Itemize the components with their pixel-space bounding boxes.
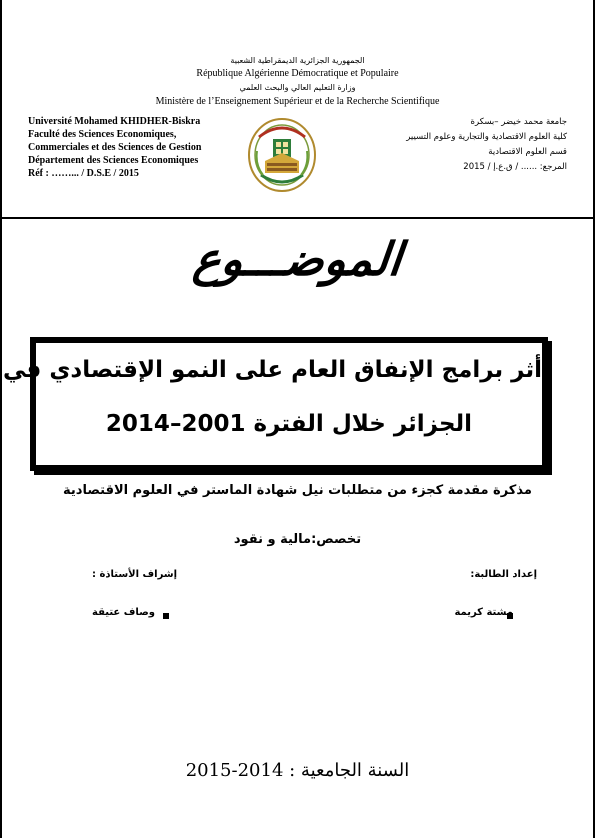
supervisor-label: إشراف الأستاذة : bbox=[92, 569, 178, 580]
thesis-title-line-1: أثر برامج الإنفاق العام على النمو الإقتصادي في bbox=[2, 357, 542, 383]
supervisor-name: وصاف عتيقة bbox=[92, 607, 155, 618]
fr-faculty-2: Commerciales et des Sciences de Gestion bbox=[28, 142, 202, 153]
student-label: إعداد الطالبة: bbox=[470, 569, 537, 580]
fr-ministry: Ministère de l’Enseignement Supérieur et de la Recherche Scientifique bbox=[155, 96, 440, 107]
ar-faculty: كلية العلوم الاقتصادية والتجارية وعلوم التسيير bbox=[406, 132, 567, 142]
header-divider bbox=[0, 217, 595, 219]
fr-university: Université Mohamed KHIDHER-Biskra bbox=[28, 116, 201, 127]
student-name: مشتة كريمة bbox=[454, 607, 513, 618]
ar-university: جامعة محمد خيضر –بسكرة bbox=[470, 117, 567, 127]
academic-year: السنة الجامعية : 2014-2015 bbox=[185, 760, 410, 781]
supervisor-bullet-icon bbox=[163, 613, 169, 619]
thesis-title-box bbox=[2, 337, 548, 471]
ar-reference: المرجع: ...... / ق.ع.إ / 2015 bbox=[463, 162, 567, 172]
university-seal-icon bbox=[247, 117, 317, 195]
fr-department: Département des Sciences Economiques bbox=[28, 155, 199, 166]
memo-description: مذكرة مقدمة كجزء من متطلبات نيل شهادة الماستر في العلوم الاقتصادية bbox=[63, 483, 532, 498]
fr-faculty-1: Faculté des Sciences Economiques, bbox=[28, 129, 177, 140]
thesis-title-line-2: الجزائر خلال الفترة 2001–2014 bbox=[105, 411, 473, 437]
subject-heading: الموضـــوع bbox=[190, 232, 405, 286]
french-institution-block bbox=[28, 115, 201, 180]
ar-republic: الجمهورية الجزائرية الديمقراطية الشعبية bbox=[230, 56, 365, 65]
ar-department: قسم العلوم الاقتصادية bbox=[488, 147, 567, 157]
ar-ministry: وزارة التعليم العالي والبحث العلمي bbox=[239, 83, 356, 92]
arabic-institution-block bbox=[406, 115, 567, 175]
fr-reference: Réf : ……... / D.S.E / 2015 bbox=[28, 168, 139, 179]
page-border-left bbox=[0, 0, 2, 838]
specialty: تخصص:مالية و نقود bbox=[233, 532, 362, 547]
fr-republic: République Algérienne Démocratique et Populaire bbox=[196, 68, 399, 79]
